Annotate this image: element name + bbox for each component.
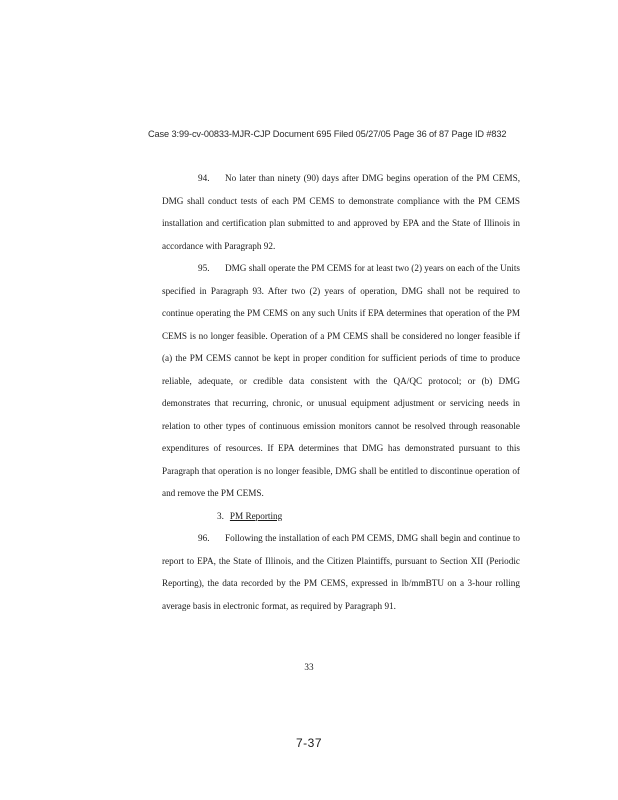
section-number: 3.: [217, 510, 224, 521]
paragraph-number: 94.: [198, 173, 210, 183]
document-body: [162, 167, 520, 617]
paragraph-95: [162, 257, 520, 505]
paragraph-text: No later than ninety (90) days after DMG begins operation of the PM CEMS, DMG shall conduct tests of each PM CEMS to demonstrate compliance with the PM CEMS installation and certification plan submitted to and approved by EPA and the State of Illinois in accordance with Paragraph 92.: [162, 173, 520, 251]
section-heading: [162, 505, 520, 528]
paragraph-text: DMG shall operate the PM CEMS for at least two (2) years on each of the Units specified in Paragraph 93. After two (2) years of operation, DMG shall not be required to continue operating the PM CEMS on any such Units if EPA determines that operation of the PM CEMS is no longer feasible. Operation of a PM CEMS shall be considered no longer feasible if (a) the PM CEMS cannot be kept in proper condition for sufficient periods of time to produce reliable, adequate, or credible data consistent with the QA/QC protocol; or (b) DMG demonstrates that recurring, chronic, or unusual equipment adjustment or servicing needs in relation to other types of continuous emission monitors cannot be resolved through reasonable expenditures of resources. If EPA determines that DMG has demonstrated pursuant to this Paragraph that operation is no longer feasible, DMG shall be entitled to discontinue operation of and remove the PM CEMS.: [162, 263, 520, 498]
paragraph-number: 95.: [198, 263, 210, 273]
paragraph-94: [162, 167, 520, 257]
paragraph-number: 96.: [198, 533, 210, 543]
paragraph-96: [162, 527, 520, 617]
paragraph-text: Following the installation of each PM CEMS, DMG shall begin and continue to report to EPA, the State of Illinois, and the Citizen Plaintiffs, pursuant to Section XII (Periodic Reporting), the data recorded by the PM CEMS, expressed in lb/mmBTU on a 3-hour rolling average basis in electronic format, as required by Paragraph 91.: [162, 533, 520, 611]
stamp-number: 7-37: [295, 736, 323, 750]
page-number: 33: [304, 662, 314, 672]
section-title: PM Reporting: [229, 510, 283, 521]
case-header: Case 3:99-cv-00833-MJR-CJP Document 695 Filed 05/27/05 Page 36 of 87 Page ID #832: [148, 129, 507, 139]
